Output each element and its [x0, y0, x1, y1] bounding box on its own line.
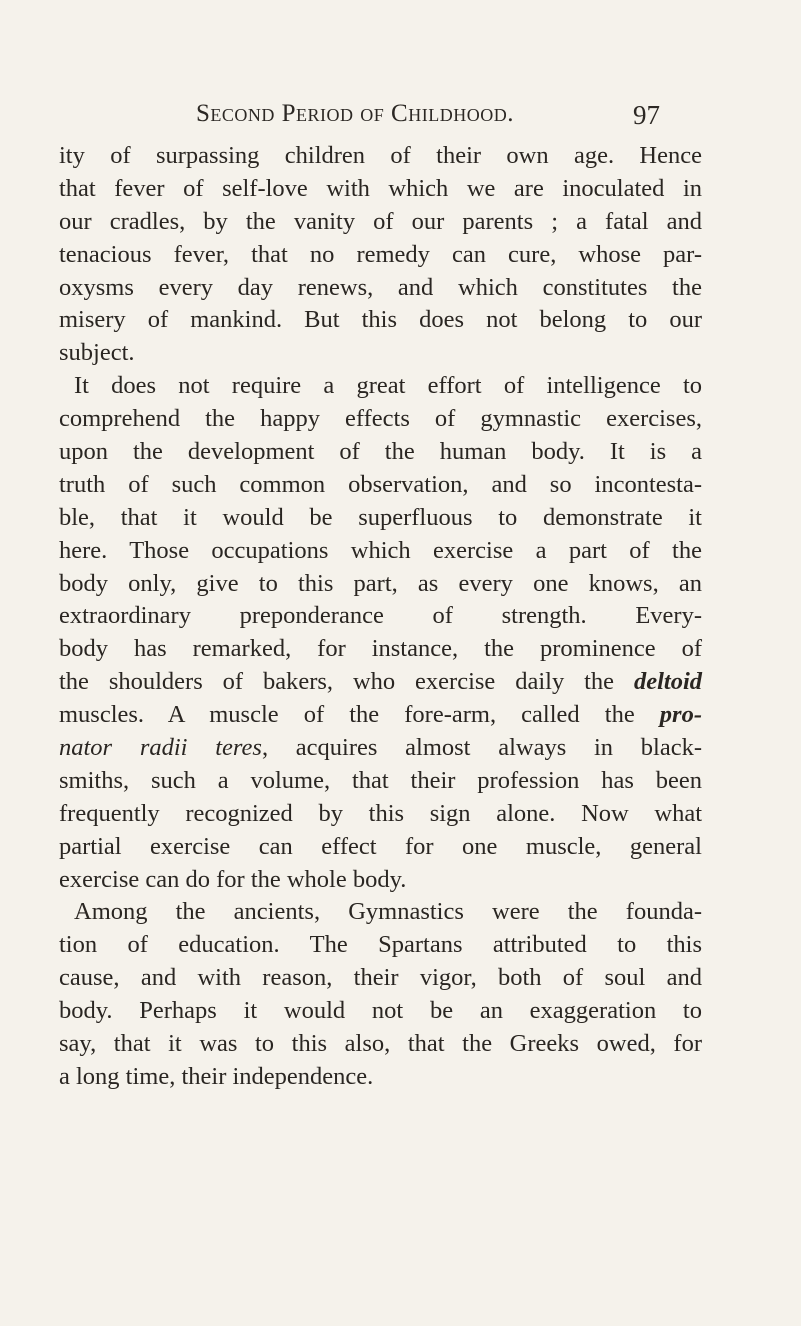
text-line: smiths, such a volume, that their profession has been	[59, 766, 702, 794]
text-span: , acquires almost always in black-	[261, 734, 702, 762]
text-line: our cradles, by the vanity of our parents ; a fatal and	[59, 207, 702, 235]
body-text	[59, 140, 702, 1094]
text-line: frequently recognized by this sign alone. Now what	[59, 799, 702, 827]
text-line: here. Those occupations which exercise a part of the	[59, 536, 702, 564]
text-line: comprehend the happy effects of gymnastic exercises,	[59, 405, 702, 433]
text-line: exercise can do for the whole body.	[59, 865, 407, 893]
text-span: muscles. A muscle of the fore-arm, called the	[59, 701, 660, 729]
text-line: truth of such common observation, and so incontesta-	[59, 470, 702, 498]
text-line: cause, and with reason, their vigor, both of soul and	[59, 964, 702, 992]
text-line: ity of surpassing children of their own age. Hence	[59, 142, 702, 169]
text-line: subject.	[59, 339, 135, 367]
text-line	[59, 732, 702, 765]
text-span: the shoulders of bakers, who exercise daily the	[59, 668, 634, 696]
text-line: extraordinary preponderance of strength. Every-	[59, 602, 702, 630]
text-line: body only, give to this part, as every one knows, an	[59, 569, 702, 597]
text-line: Among the ancients, Gymnastics were the founda-	[74, 898, 702, 926]
text-line: that fever of self-love with which we are inoculated in	[59, 174, 702, 202]
text-line: tion of education. The Spartans attributed to this	[59, 931, 702, 959]
text-line: oxysms every day renews, and which constitutes the	[59, 273, 702, 301]
text-line: upon the development of the human body. It is a	[59, 438, 702, 466]
italic-term: deltoid	[633, 668, 702, 696]
running-head	[0, 100, 801, 134]
text-line: ble, that it would be superfluous to demonstrate it	[59, 503, 702, 531]
text-line	[59, 699, 702, 732]
running-title: Second Period of Childhood.	[196, 100, 514, 127]
page-number: 97	[633, 100, 660, 130]
text-line: a long time, their independence.	[59, 1062, 374, 1090]
text-line: body has remarked, for instance, the prominence of	[59, 635, 702, 663]
text-line: tenacious fever, that no remedy can cure, whose par-	[59, 240, 702, 268]
text-line: partial exercise can effect for one muscle, general	[59, 832, 702, 860]
italic-term: pro-	[659, 701, 702, 729]
text-line: It does not require a great effort of intelligence to	[74, 372, 702, 400]
text-line	[59, 666, 702, 699]
text-line: say, that it was to this also, that the Greeks owed, for	[59, 1030, 702, 1058]
text-line: body. Perhaps it would not be an exaggeration to	[59, 997, 702, 1025]
text-line: misery of mankind. But this does not belong to our	[59, 306, 702, 334]
italic-term: nator radii teres	[59, 734, 262, 762]
